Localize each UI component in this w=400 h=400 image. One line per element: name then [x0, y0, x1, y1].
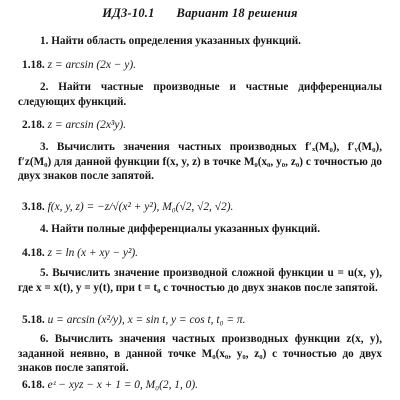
variant-title: Вариант 18 решения — [176, 6, 298, 20]
exercise-3-18 — [22, 200, 386, 215]
exercise-label: 3.18. — [22, 201, 45, 213]
exercise-label: 5.18. — [22, 314, 45, 326]
task-text: Вычислить значения частных производных f′ₓ(M₀), f′ᵧ(M₀), f′z(M₀) для данной функции f(x, y, z) в точке M₀(x₀, y₀, z₀) с точностью до двух знаков после запятой. — [18, 141, 382, 183]
task-number: 1. — [40, 35, 49, 47]
task-6 — [18, 332, 382, 376]
task-text: Найти частные производные и частные дифференциалы следующих функций. — [18, 81, 382, 108]
exercise-formula: z = ln (x + xy − y²). — [47, 247, 138, 259]
exercise-label: 2.18. — [22, 119, 45, 131]
task-2 — [18, 80, 382, 109]
task-5 — [18, 266, 382, 295]
assignment-code: ИДЗ-10.1 — [102, 6, 155, 20]
exercise-formula: eᶻ − xyz − x + 1 = 0, M₀(2, 1, 0). — [47, 379, 199, 391]
task-4 — [18, 222, 382, 237]
exercise-1-18 — [22, 58, 386, 73]
exercise-4-18 — [22, 246, 386, 261]
page-header — [0, 6, 400, 21]
task-text: Вычислить значения частных производных функции z(x, y), заданной неявно, в данной точке M₀(x₀, y₀, z₀) с точностью до двух знаков после запятой. — [18, 333, 383, 375]
task-1 — [18, 34, 382, 49]
exercise-formula: z = arcsin (2x³y). — [47, 119, 127, 131]
task-number: 6. — [40, 333, 49, 345]
task-number: 4. — [40, 223, 49, 235]
exercise-formula: z = arcsin (2x − y). — [47, 59, 136, 71]
exercise-formula: u = arcsin (x²/y), x = sin t, y = cos t, t₀ = π. — [47, 314, 246, 326]
exercise-label: 1.18. — [22, 59, 45, 71]
task-text: Найти область определения указанных функций. — [51, 35, 301, 47]
task-number: 3. — [40, 141, 49, 153]
exercise-label: 4.18. — [22, 247, 45, 259]
task-number: 5. — [40, 267, 49, 279]
exercise-label: 6.18. — [22, 379, 45, 391]
exercise-2-18 — [22, 118, 386, 133]
task-text: Вычислить значение производной сложной функции u = u(x, y), где x = x(t), y = y(t), при t = t₀ с точностью до двух знаков после запятой. — [18, 267, 382, 294]
task-text: Найти полные дифференциалы указанных функций. — [51, 223, 321, 235]
exercise-6-18 — [22, 378, 386, 393]
task-3 — [18, 140, 382, 184]
exercise-formula: f(x, y, z) = −z/√(x² + y²), M₀(√2, √2, √2). — [47, 201, 234, 213]
exercise-5-18 — [22, 313, 386, 328]
task-number: 2. — [40, 81, 49, 93]
